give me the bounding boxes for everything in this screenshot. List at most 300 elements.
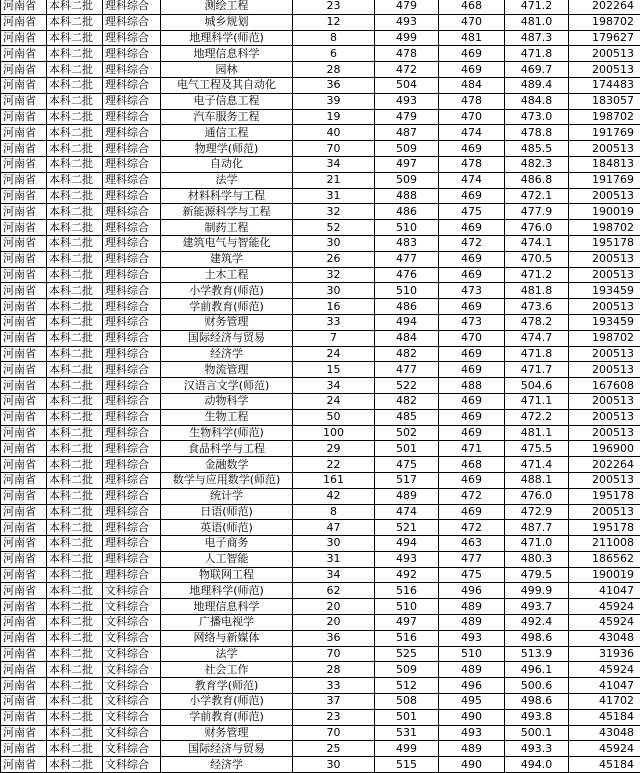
max-score-cell: 497 — [375, 156, 439, 172]
batch-cell: 本科二批 — [47, 457, 103, 473]
province-cell: 河南省 — [1, 536, 47, 552]
major-cell: 通信工程 — [161, 125, 293, 141]
min-score-cell: 469 — [439, 472, 505, 488]
batch-cell: 本科二批 — [47, 615, 103, 631]
subject-type-cell: 理科综合 — [103, 299, 161, 315]
avg-score-cell: 471.4 — [505, 457, 569, 473]
enrollment-count-cell: 30 — [293, 757, 375, 773]
min-score-cell: 470 — [439, 109, 505, 125]
min-rank-cell: 191769 — [569, 125, 640, 141]
subject-type-cell: 理科综合 — [103, 125, 161, 141]
table-row — [1, 172, 640, 188]
subject-type-cell: 理科综合 — [103, 330, 161, 346]
batch-cell: 本科二批 — [47, 125, 103, 141]
enrollment-count-cell: 25 — [293, 741, 375, 757]
enrollment-count-cell: 7 — [293, 330, 375, 346]
avg-score-cell: 500.1 — [505, 725, 569, 741]
avg-score-cell: 471.8 — [505, 46, 569, 62]
min-rank-cell: 200513 — [569, 267, 640, 283]
min-score-cell: 489 — [439, 615, 505, 631]
min-score-cell: 488 — [439, 378, 505, 394]
min-score-cell: 469 — [439, 393, 505, 409]
batch-cell: 本科二批 — [47, 299, 103, 315]
table-row — [1, 156, 640, 172]
min-score-cell: 489 — [439, 599, 505, 615]
min-score-cell: 469 — [439, 251, 505, 267]
enrollment-count-cell: 34 — [293, 156, 375, 172]
province-cell: 河南省 — [1, 646, 47, 662]
max-score-cell: 494 — [375, 536, 439, 552]
table-row — [1, 267, 640, 283]
subject-type-cell: 理科综合 — [103, 188, 161, 204]
min-score-cell: 475 — [439, 204, 505, 220]
min-rank-cell: 198702 — [569, 109, 640, 125]
major-cell: 园林 — [161, 62, 293, 78]
major-cell: 广播电视学 — [161, 615, 293, 631]
avg-score-cell: 481.1 — [505, 425, 569, 441]
table-row — [1, 709, 640, 725]
batch-cell: 本科二批 — [47, 741, 103, 757]
subject-type-cell: 理科综合 — [103, 62, 161, 78]
enrollment-count-cell: 30 — [293, 283, 375, 299]
min-rank-cell: 195178 — [569, 235, 640, 251]
avg-score-cell: 478.8 — [505, 125, 569, 141]
table-row — [1, 235, 640, 251]
major-cell: 国际经济与贸易 — [161, 741, 293, 757]
province-cell: 河南省 — [1, 488, 47, 504]
min-score-cell: 493 — [439, 725, 505, 741]
table-row — [1, 62, 640, 78]
min-score-cell: 474 — [439, 172, 505, 188]
table-row — [1, 204, 640, 220]
avg-score-cell: 487.3 — [505, 30, 569, 46]
avg-score-cell: 498.6 — [505, 630, 569, 646]
batch-cell: 本科二批 — [47, 630, 103, 646]
major-cell: 生物科学(师范) — [161, 425, 293, 441]
enrollment-count-cell: 34 — [293, 567, 375, 583]
table-row — [1, 536, 640, 552]
table-row — [1, 741, 640, 757]
max-score-cell: 479 — [375, 0, 439, 14]
min-rank-cell: 200513 — [569, 299, 640, 315]
batch-cell: 本科二批 — [47, 30, 103, 46]
subject-type-cell: 理科综合 — [103, 314, 161, 330]
avg-score-cell: 470.5 — [505, 251, 569, 267]
min-rank-cell: 41047 — [569, 583, 640, 599]
batch-cell: 本科二批 — [47, 646, 103, 662]
max-score-cell: 484 — [375, 330, 439, 346]
avg-score-cell: 504.6 — [505, 378, 569, 394]
min-rank-cell: 174483 — [569, 77, 640, 93]
province-cell: 河南省 — [1, 757, 47, 773]
province-cell: 河南省 — [1, 299, 47, 315]
table-row — [1, 362, 640, 378]
enrollment-count-cell: 40 — [293, 125, 375, 141]
major-cell: 城乡规划 — [161, 14, 293, 30]
province-cell: 河南省 — [1, 62, 47, 78]
major-cell: 地理科学(师范) — [161, 583, 293, 599]
avg-score-cell: 482.3 — [505, 156, 569, 172]
major-cell: 法学 — [161, 172, 293, 188]
max-score-cell: 474 — [375, 504, 439, 520]
major-cell: 自动化 — [161, 156, 293, 172]
province-cell: 河南省 — [1, 472, 47, 488]
province-cell: 河南省 — [1, 251, 47, 267]
batch-cell: 本科二批 — [47, 504, 103, 520]
subject-type-cell: 理科综合 — [103, 251, 161, 267]
subject-type-cell: 理科综合 — [103, 267, 161, 283]
enrollment-count-cell: 37 — [293, 694, 375, 710]
major-cell: 食品科学与工程 — [161, 441, 293, 457]
min-rank-cell: 183057 — [569, 93, 640, 109]
major-cell: 学前教育(师范) — [161, 709, 293, 725]
table-row — [1, 425, 640, 441]
min-rank-cell: 200513 — [569, 409, 640, 425]
major-cell: 财务管理 — [161, 314, 293, 330]
avg-score-cell: 471.7 — [505, 362, 569, 378]
min-score-cell: 472 — [439, 235, 505, 251]
batch-cell: 本科二批 — [47, 220, 103, 236]
subject-type-cell: 理科综合 — [103, 30, 161, 46]
max-score-cell: 522 — [375, 378, 439, 394]
batch-cell: 本科二批 — [47, 109, 103, 125]
max-score-cell: 502 — [375, 425, 439, 441]
province-cell: 河南省 — [1, 630, 47, 646]
avg-score-cell: 494.0 — [505, 757, 569, 773]
min-rank-cell: 202264 — [569, 457, 640, 473]
max-score-cell: 510 — [375, 283, 439, 299]
enrollment-count-cell: 31 — [293, 188, 375, 204]
subject-type-cell: 文科综合 — [103, 694, 161, 710]
avg-score-cell: 481.8 — [505, 283, 569, 299]
table-row — [1, 520, 640, 536]
avg-score-cell: 471.2 — [505, 267, 569, 283]
max-score-cell: 492 — [375, 567, 439, 583]
province-cell: 河南省 — [1, 615, 47, 631]
major-cell: 经济学 — [161, 346, 293, 362]
enrollment-count-cell: 42 — [293, 488, 375, 504]
batch-cell: 本科二批 — [47, 409, 103, 425]
min-rank-cell: 184813 — [569, 156, 640, 172]
province-cell: 河南省 — [1, 220, 47, 236]
major-cell: 人工智能 — [161, 551, 293, 567]
enrollment-count-cell: 32 — [293, 204, 375, 220]
avg-score-cell: 493.3 — [505, 741, 569, 757]
min-score-cell: 468 — [439, 457, 505, 473]
batch-cell: 本科二批 — [47, 0, 103, 14]
province-cell: 河南省 — [1, 504, 47, 520]
major-cell: 建筑电气与智能化 — [161, 235, 293, 251]
min-rank-cell: 41702 — [569, 694, 640, 710]
table-row — [1, 77, 640, 93]
table-row — [1, 220, 640, 236]
batch-cell: 本科二批 — [47, 204, 103, 220]
subject-type-cell: 理科综合 — [103, 14, 161, 30]
major-cell: 小学教育(师范) — [161, 694, 293, 710]
max-score-cell: 531 — [375, 725, 439, 741]
max-score-cell: 488 — [375, 188, 439, 204]
max-score-cell: 525 — [375, 646, 439, 662]
batch-cell: 本科二批 — [47, 251, 103, 267]
table-row — [1, 725, 640, 741]
table-body — [1, 0, 640, 773]
major-cell: 材料科学与工程 — [161, 188, 293, 204]
min-score-cell: 469 — [439, 220, 505, 236]
enrollment-count-cell: 15 — [293, 362, 375, 378]
enrollment-count-cell: 23 — [293, 0, 375, 14]
table-row — [1, 472, 640, 488]
subject-type-cell: 理科综合 — [103, 425, 161, 441]
subject-type-cell: 理科综合 — [103, 409, 161, 425]
province-cell: 河南省 — [1, 346, 47, 362]
major-cell: 电气工程及其自动化 — [161, 77, 293, 93]
max-score-cell: 509 — [375, 662, 439, 678]
max-score-cell: 517 — [375, 472, 439, 488]
min-score-cell: 470 — [439, 14, 505, 30]
enrollment-count-cell: 32 — [293, 267, 375, 283]
province-cell: 河南省 — [1, 77, 47, 93]
avg-score-cell: 496.1 — [505, 662, 569, 678]
table-row — [1, 14, 640, 30]
min-score-cell: 472 — [439, 520, 505, 536]
province-cell: 河南省 — [1, 362, 47, 378]
enrollment-count-cell: 39 — [293, 93, 375, 109]
subject-type-cell: 理科综合 — [103, 46, 161, 62]
table-row — [1, 694, 640, 710]
enrollment-count-cell: 28 — [293, 662, 375, 678]
subject-type-cell: 文科综合 — [103, 709, 161, 725]
subject-type-cell: 文科综合 — [103, 630, 161, 646]
major-cell: 经济学 — [161, 757, 293, 773]
avg-score-cell: 498.6 — [505, 694, 569, 710]
min-rank-cell: 200513 — [569, 362, 640, 378]
major-cell: 汽车服务工程 — [161, 109, 293, 125]
min-rank-cell: 200513 — [569, 251, 640, 267]
major-cell: 制药工程 — [161, 220, 293, 236]
major-cell: 建筑学 — [161, 251, 293, 267]
avg-score-cell: 493.7 — [505, 599, 569, 615]
min-rank-cell: 43048 — [569, 630, 640, 646]
batch-cell: 本科二批 — [47, 583, 103, 599]
min-score-cell: 490 — [439, 757, 505, 773]
min-rank-cell: 211008 — [569, 536, 640, 552]
max-score-cell: 509 — [375, 172, 439, 188]
min-score-cell: 469 — [439, 188, 505, 204]
subject-type-cell: 理科综合 — [103, 283, 161, 299]
province-cell: 河南省 — [1, 156, 47, 172]
avg-score-cell: 479.5 — [505, 567, 569, 583]
province-cell: 河南省 — [1, 425, 47, 441]
major-cell: 小学教育(师范) — [161, 283, 293, 299]
subject-type-cell: 理科综合 — [103, 172, 161, 188]
enrollment-count-cell: 70 — [293, 725, 375, 741]
subject-type-cell: 理科综合 — [103, 457, 161, 473]
min-score-cell: 471 — [439, 441, 505, 457]
enrollment-count-cell: 22 — [293, 457, 375, 473]
table-row — [1, 646, 640, 662]
min-rank-cell: 45924 — [569, 741, 640, 757]
avg-score-cell: 469.7 — [505, 62, 569, 78]
table-row — [1, 188, 640, 204]
min-rank-cell: 167608 — [569, 378, 640, 394]
subject-type-cell: 文科综合 — [103, 599, 161, 615]
major-cell: 物理学(师范) — [161, 141, 293, 157]
min-score-cell: 484 — [439, 77, 505, 93]
avg-score-cell: 481.0 — [505, 14, 569, 30]
subject-type-cell: 理科综合 — [103, 567, 161, 583]
table-row — [1, 551, 640, 567]
min-score-cell: 469 — [439, 299, 505, 315]
min-score-cell: 481 — [439, 30, 505, 46]
subject-type-cell: 理科综合 — [103, 441, 161, 457]
province-cell: 河南省 — [1, 441, 47, 457]
province-cell: 河南省 — [1, 551, 47, 567]
avg-score-cell: 472.2 — [505, 409, 569, 425]
enrollment-count-cell: 36 — [293, 630, 375, 646]
min-rank-cell: 31936 — [569, 646, 640, 662]
subject-type-cell: 理科综合 — [103, 346, 161, 362]
province-cell: 河南省 — [1, 267, 47, 283]
avg-score-cell: 484.8 — [505, 93, 569, 109]
min-rank-cell: 202264 — [569, 0, 640, 14]
table-row — [1, 299, 640, 315]
batch-cell: 本科二批 — [47, 267, 103, 283]
min-score-cell: 469 — [439, 46, 505, 62]
enrollment-count-cell: 34 — [293, 378, 375, 394]
table-row — [1, 93, 640, 109]
major-cell: 新能源科学与工程 — [161, 204, 293, 220]
major-cell: 地理信息科学 — [161, 46, 293, 62]
major-cell: 物联网工程 — [161, 567, 293, 583]
batch-cell: 本科二批 — [47, 694, 103, 710]
batch-cell: 本科二批 — [47, 757, 103, 773]
max-score-cell: 504 — [375, 77, 439, 93]
province-cell: 河南省 — [1, 109, 47, 125]
enrollment-count-cell: 20 — [293, 615, 375, 631]
province-cell: 河南省 — [1, 694, 47, 710]
min-score-cell: 478 — [439, 156, 505, 172]
min-rank-cell: 186562 — [569, 551, 640, 567]
enrollment-count-cell: 100 — [293, 425, 375, 441]
enrollment-count-cell: 16 — [293, 299, 375, 315]
enrollment-count-cell: 50 — [293, 409, 375, 425]
major-cell: 财务管理 — [161, 725, 293, 741]
batch-cell: 本科二批 — [47, 235, 103, 251]
province-cell: 河南省 — [1, 141, 47, 157]
province-cell: 河南省 — [1, 30, 47, 46]
avg-score-cell: 473.0 — [505, 109, 569, 125]
batch-cell: 本科二批 — [47, 77, 103, 93]
min-score-cell: 510 — [439, 646, 505, 662]
province-cell: 河南省 — [1, 314, 47, 330]
enrollment-count-cell: 24 — [293, 346, 375, 362]
batch-cell: 本科二批 — [47, 599, 103, 615]
table-row — [1, 615, 640, 631]
subject-type-cell: 理科综合 — [103, 0, 161, 14]
batch-cell: 本科二批 — [47, 488, 103, 504]
batch-cell: 本科二批 — [47, 172, 103, 188]
batch-cell: 本科二批 — [47, 425, 103, 441]
min-rank-cell: 41047 — [569, 678, 640, 694]
subject-type-cell: 理科综合 — [103, 204, 161, 220]
subject-type-cell: 理科综合 — [103, 156, 161, 172]
enrollment-count-cell: 70 — [293, 646, 375, 662]
min-score-cell: 475 — [439, 567, 505, 583]
min-score-cell: 495 — [439, 694, 505, 710]
major-cell: 社会工作 — [161, 662, 293, 678]
enrollment-count-cell: 23 — [293, 709, 375, 725]
avg-score-cell: 493.8 — [505, 709, 569, 725]
enrollment-count-cell: 33 — [293, 678, 375, 694]
max-score-cell: 477 — [375, 362, 439, 378]
max-score-cell: 487 — [375, 125, 439, 141]
max-score-cell: 482 — [375, 346, 439, 362]
batch-cell: 本科二批 — [47, 520, 103, 536]
subject-type-cell: 理科综合 — [103, 109, 161, 125]
avg-score-cell: 473.6 — [505, 299, 569, 315]
max-score-cell: 486 — [375, 204, 439, 220]
min-rank-cell: 198702 — [569, 330, 640, 346]
province-cell: 河南省 — [1, 457, 47, 473]
avg-score-cell: 471.1 — [505, 393, 569, 409]
enrollment-count-cell: 161 — [293, 472, 375, 488]
subject-type-cell: 理科综合 — [103, 378, 161, 394]
min-score-cell: 469 — [439, 62, 505, 78]
major-cell: 土木工程 — [161, 267, 293, 283]
major-cell: 网络与新媒体 — [161, 630, 293, 646]
min-rank-cell: 195178 — [569, 520, 640, 536]
province-cell: 河南省 — [1, 409, 47, 425]
enrollment-count-cell: 19 — [293, 109, 375, 125]
avg-score-cell: 476.0 — [505, 220, 569, 236]
min-score-cell: 473 — [439, 314, 505, 330]
major-cell: 物流管理 — [161, 362, 293, 378]
max-score-cell: 485 — [375, 409, 439, 425]
avg-score-cell: 485.5 — [505, 141, 569, 157]
min-rank-cell: 190019 — [569, 204, 640, 220]
subject-type-cell: 文科综合 — [103, 662, 161, 678]
batch-cell: 本科二批 — [47, 62, 103, 78]
batch-cell: 本科二批 — [47, 346, 103, 362]
table-row — [1, 678, 640, 694]
min-rank-cell: 200513 — [569, 425, 640, 441]
max-score-cell: 516 — [375, 630, 439, 646]
avg-score-cell: 480.3 — [505, 551, 569, 567]
province-cell: 河南省 — [1, 0, 47, 14]
table-row — [1, 251, 640, 267]
major-cell: 统计学 — [161, 488, 293, 504]
avg-score-cell: 475.5 — [505, 441, 569, 457]
table-row — [1, 141, 640, 157]
subject-type-cell: 文科综合 — [103, 646, 161, 662]
min-score-cell: 489 — [439, 662, 505, 678]
batch-cell: 本科二批 — [47, 393, 103, 409]
subject-type-cell: 理科综合 — [103, 362, 161, 378]
province-cell: 河南省 — [1, 330, 47, 346]
major-cell: 法学 — [161, 646, 293, 662]
min-rank-cell: 200513 — [569, 62, 640, 78]
subject-type-cell: 理科综合 — [103, 504, 161, 520]
min-score-cell: 472 — [439, 488, 505, 504]
province-cell: 河南省 — [1, 125, 47, 141]
batch-cell: 本科二批 — [47, 46, 103, 62]
min-score-cell: 469 — [439, 267, 505, 283]
province-cell: 河南省 — [1, 14, 47, 30]
min-score-cell: 496 — [439, 678, 505, 694]
avg-score-cell: 476.0 — [505, 488, 569, 504]
table-row — [1, 314, 640, 330]
max-score-cell: 521 — [375, 520, 439, 536]
